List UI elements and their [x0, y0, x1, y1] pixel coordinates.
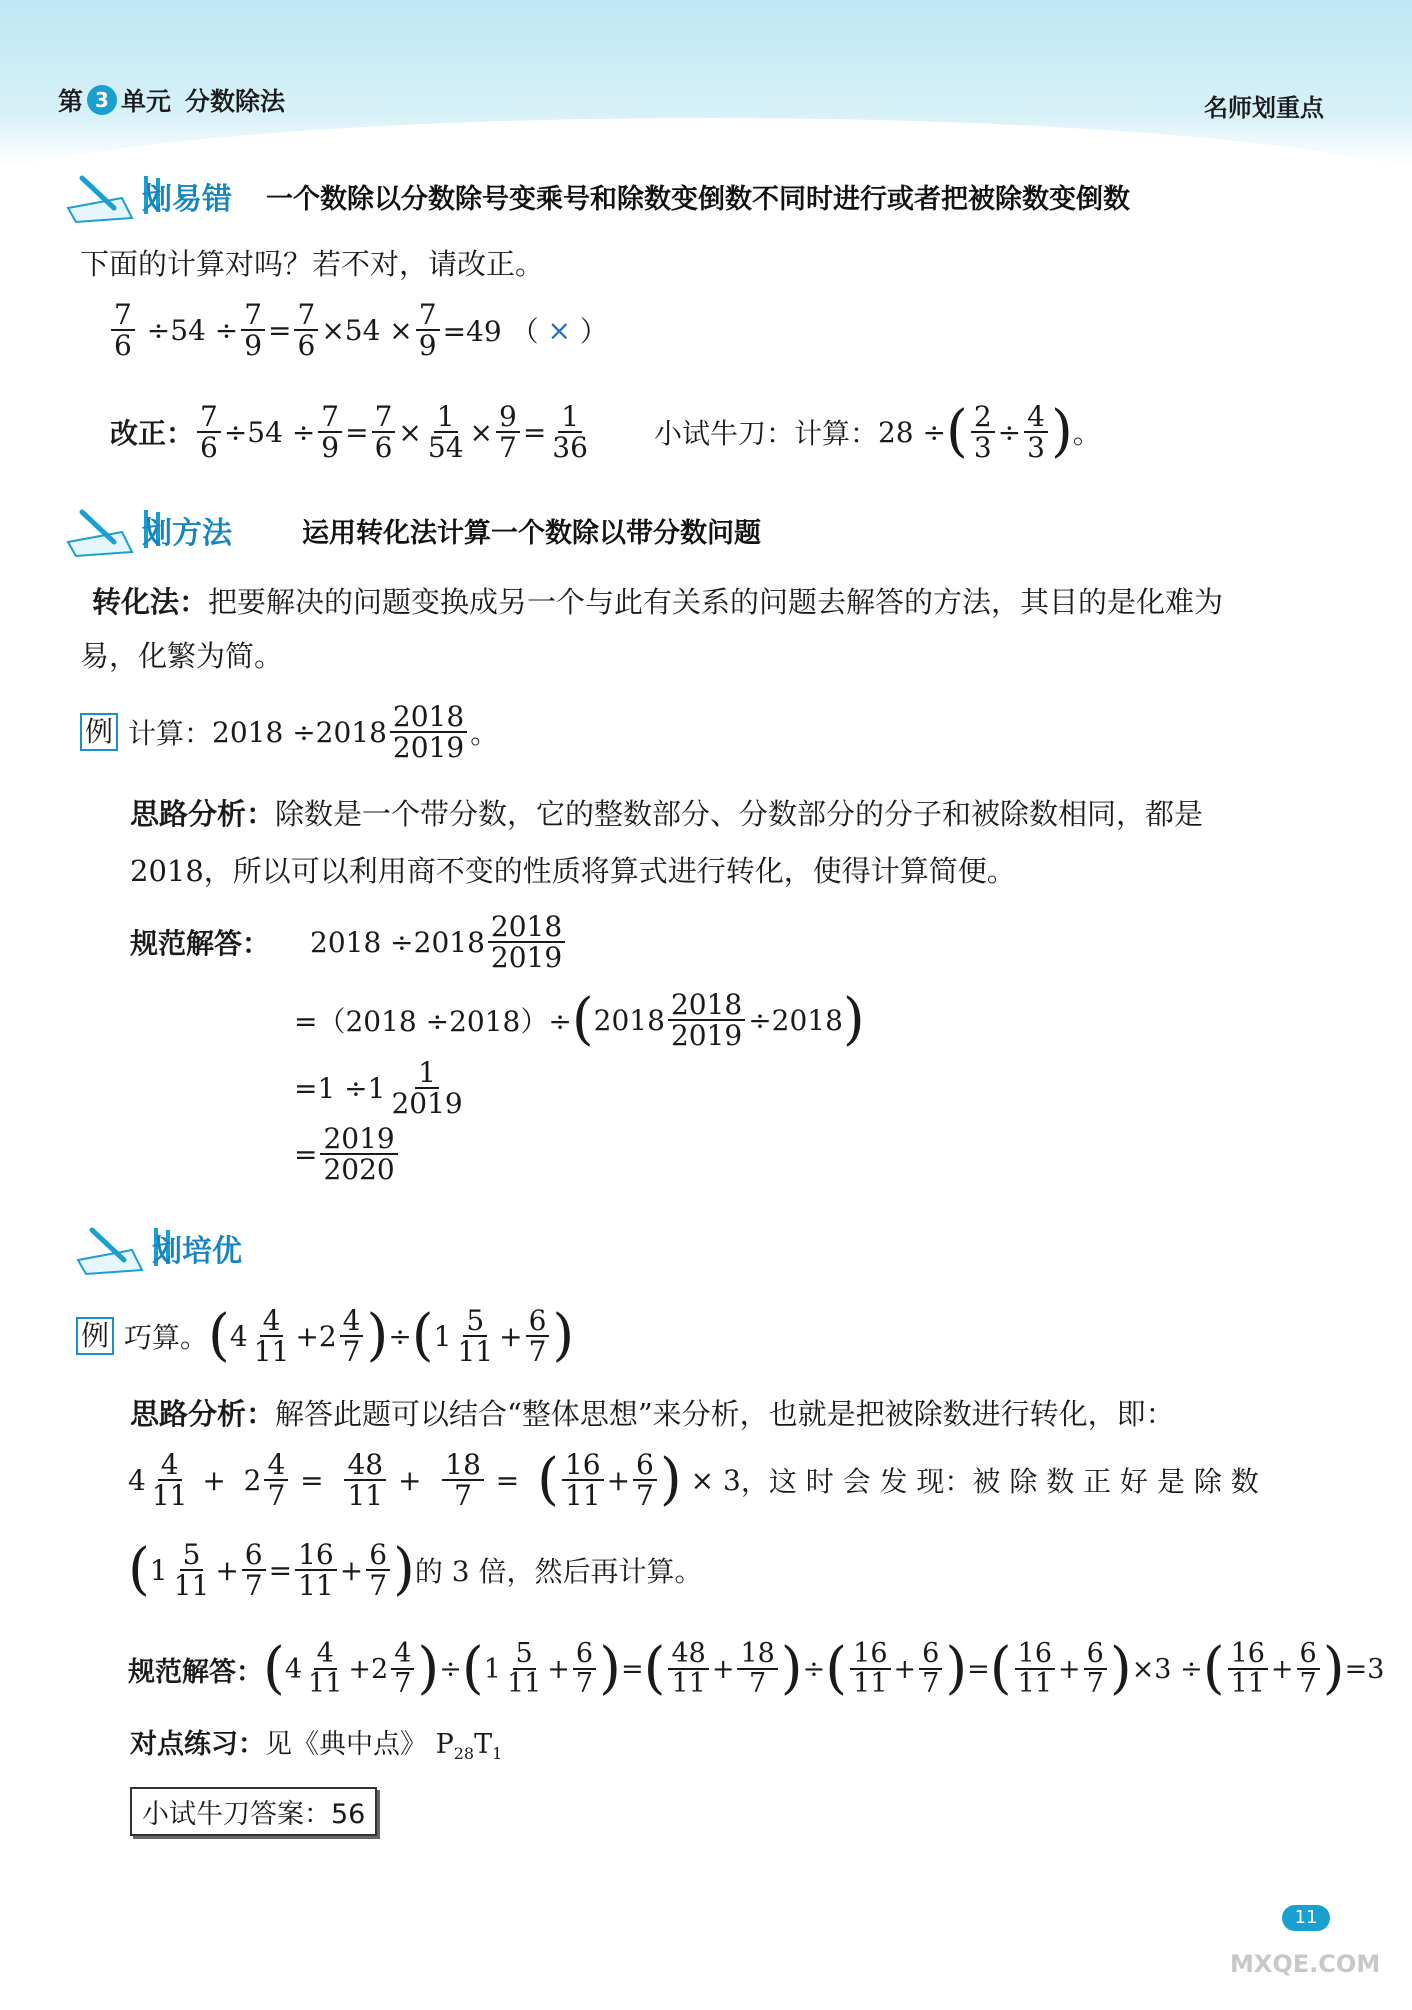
analysis-text-2: 2018，所以可以利用商不变的性质将算式进行转化，使得计算简便。 — [130, 854, 1016, 888]
section-method-heading — [62, 502, 761, 558]
practice-line — [130, 1728, 502, 1764]
section-advanced-heading — [72, 1220, 242, 1276]
fraction: $\frac{7}{9}$ — [416, 300, 440, 361]
analysis-text: 解答此题可以结合“整体思想”来分析，也就是把被除数进行转化，即： — [275, 1397, 1175, 1431]
correction-equation: 改正： $\frac{7}{6}$ ÷54 ÷ $\frac{7}{9}$ = $\frac{7}{6}$ × $\frac{1}{54}$ × $\frac{9}{7}$ = $\frac{1}{36}$ 小试牛刀：计算： 28 ÷ ( $\frac{2}{3}$ ÷ $\frac{4}{3}$ ) 。 — [110, 399, 1101, 465]
analysis-2-equation: 4 $\frac{4}{11}$ + 2 $\frac{4}{7}$ = $\frac{48}{11}$ + $\frac{18}{7}$ = ( $\frac{16}{11}$ + $\frac{6}{7}$ ) × 3 ，这 时 会 发 现：被 除 数 正 好 是 除 数 — [128, 1447, 1259, 1513]
analysis-text-2: ，这 时 会 发 现：被 除 数 正 好 是 除 数 — [740, 1465, 1259, 1499]
practice-label: 对点练习： — [130, 1729, 265, 1760]
fraction: $\frac{7}{9}$ — [241, 300, 265, 361]
analysis-text: 除数是一个带分数，它的整数部分、分数部分的分子和被除数相同，都是 — [275, 797, 1204, 831]
example-badge: 例 — [76, 1317, 114, 1355]
solution-line-3: =1 ÷1 $\frac{1}{2019}$ — [294, 1056, 463, 1121]
try-label: 小试牛刀：计算： — [653, 417, 878, 451]
solution-label: 规范解答： — [128, 1656, 263, 1688]
unit-title — [58, 82, 285, 118]
solution-label: 规范解答： — [130, 927, 271, 961]
solution-line-2: =（2018 ÷2018）÷ ( 2018 $\frac{2018}{2019}$ ÷2018 ) — [294, 987, 865, 1053]
wrong-mark: × — [547, 313, 571, 347]
intro-text: 下面的计算对吗？若不对，请改正。 — [80, 247, 545, 281]
page-number: 11 — [1282, 1905, 1330, 1931]
solution-2: 规范解答： ( 4 $\frac{4}{11}$ +2 $\frac{4}{7}$ ) ÷ ( 1 $\frac{5}{11}$ + $\frac{6}{7}$ ) = ( $\frac{48}{11}$ + $\frac{18}{7}$ ) ÷ ( $\frac{16}{11}$ + $\frac{6}{7}$ ) = ( $\frac{16}{11}$ + $\frac{6}{7}$ ) ×3 ÷ ( $\frac{16}{11}$ + $\frac{6}{7}$ ) =3 — [128, 1636, 1385, 1702]
section-label: 划培优 — [152, 1234, 242, 1269]
unit-number-badge: 3 — [87, 85, 117, 115]
analysis-label: 思路分析： — [130, 1397, 276, 1431]
header-right-title: 名师划重点 — [1204, 94, 1324, 122]
answer-box: 小试牛刀答案：56 — [130, 1787, 377, 1836]
example-2: 例 巧算。 ( 4 $\frac{4}{11}$ +2 $\frac{4}{7}$ ) ÷ ( 1 $\frac{5}{11}$ + $\frac{6}{7}$ ) — [76, 1306, 574, 1367]
analysis-2-line1 — [130, 1396, 1360, 1432]
practice-text: 见《典中点》 P — [265, 1729, 454, 1760]
fraction: $\frac{7}{6}$ — [294, 300, 318, 361]
example-1: 例 计算： 2018 ÷2018 $\frac{2018}{2019}$ 。 — [80, 702, 498, 763]
section-description: 运用转化法计算一个数除以带分数问题 — [302, 517, 761, 549]
analysis-2-line3: ( 1 $\frac{5}{11}$ + $\frac{6}{7}$ = $\frac{16}{11}$ + $\frac{6}{7}$ ) 的 3 倍，然后再计算。 — [128, 1537, 703, 1603]
solution-line-1: 规范解答： 2018 ÷2018 $\frac{2018}{2019}$ — [130, 912, 568, 973]
period: 。 — [1072, 417, 1101, 451]
section-mistakes-heading — [62, 168, 1130, 224]
section-label: 划易错 — [142, 182, 232, 217]
watermark: MXQE.COM — [1230, 1950, 1381, 1978]
definition-line2: 易，化繁为简。 — [80, 639, 284, 673]
example-badge: 例 — [80, 713, 118, 751]
solution-line-4: = $\frac{2019}{2020}$ — [294, 1124, 401, 1185]
section-description: 一个数除以分数除号变乘号和除数变倒数不同时进行或者把被除数变倒数 — [266, 183, 1130, 215]
practice-page-sub: 28 — [453, 1744, 475, 1763]
wrong-equation: $\frac{7}{6}$ ÷54 ÷ $\frac{7}{9}$ = $\frac{7}{6}$ ×54 × $\frac{7}{9}$ =49 （ × ） — [108, 300, 608, 361]
example-text: 计算： — [128, 717, 213, 751]
unit-name: 分数除法 — [185, 87, 286, 116]
analysis-text-3: 的 3 倍，然后再计算。 — [414, 1555, 703, 1589]
correction-label: 改正： — [110, 417, 195, 451]
analysis-label: 思路分析： — [130, 797, 276, 831]
definition-text: 把要解决的问题变换成另一个与此有关系的问题去解答的方法，其目的是化难为 — [208, 585, 1224, 619]
unit-suffix: 单元 — [121, 87, 172, 116]
fraction: $\frac{7}{6}$ — [111, 300, 135, 361]
try-integer: 28 — [877, 415, 914, 449]
analysis-1 — [130, 796, 1350, 832]
example-text: 巧算。 — [124, 1321, 209, 1355]
section-label: 划方法 — [142, 516, 232, 551]
practice-item-sub: 1 — [492, 1744, 503, 1763]
definition-label: 转化法： — [92, 585, 209, 619]
definition-line1 — [92, 584, 1342, 620]
practice-t: T — [474, 1729, 493, 1760]
unit-prefix: 第 — [58, 87, 84, 116]
